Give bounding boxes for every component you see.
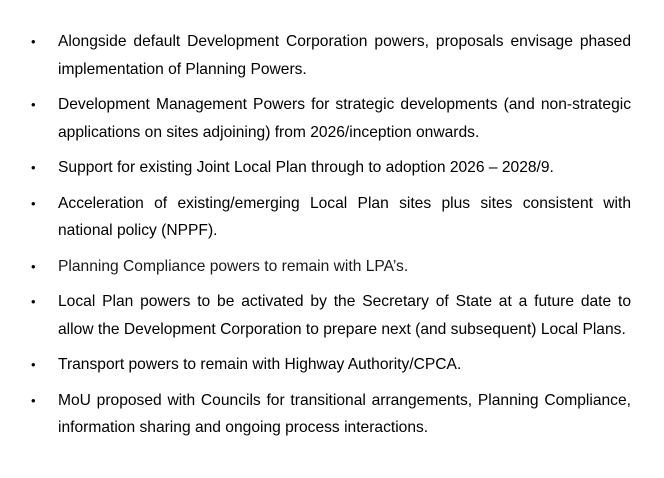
bullet-icon: • [31, 195, 36, 211]
list-item [0, 253, 664, 281]
bullet-text: Development Management Powers for strategic developments (and non-strategic applications on sites adjoining) from 2026/inception onwards. [58, 96, 631, 141]
bullet-icon: • [31, 160, 36, 175]
bullet-icon: • [31, 97, 36, 112]
list-item [0, 387, 664, 442]
bullet-icon: • [31, 34, 36, 49]
bullet-icon: • [31, 258, 36, 274]
bullet-icon: • [31, 392, 36, 408]
bullet-list [0, 28, 664, 450]
bullet-text: Alongside default Development Corporation powers, proposals envisage phased implementation of Planning Powers. [58, 33, 631, 78]
list-item [0, 351, 664, 379]
bullet-icon: • [31, 357, 36, 372]
list-item [0, 91, 664, 146]
bullet-text: Acceleration of existing/emerging Local Plan sites plus sites consistent with national policy (NPPF). [58, 194, 631, 239]
list-item [0, 154, 664, 182]
bullet-text: MoU proposed with Councils for transitional arrangements, Planning Compliance, information sharing and ongoing process interactions. [58, 391, 631, 436]
bullet-text: Local Plan powers to be activated by the Secretary of State at a future date to allow the Development Corporation to prepare next (and subsequent) Local Plans. [58, 293, 631, 338]
list-item [0, 28, 664, 83]
bullet-text: Transport powers to remain with Highway Authority/CPCA. [58, 356, 462, 373]
bullet-icon: • [31, 294, 36, 309]
list-item [0, 288, 664, 343]
list-item [0, 190, 664, 245]
bullet-text: Support for existing Joint Local Plan through to adoption 2026 – 2028/9. [58, 159, 554, 176]
bullet-text: Planning Compliance powers to remain with LPA’s. [58, 257, 409, 275]
